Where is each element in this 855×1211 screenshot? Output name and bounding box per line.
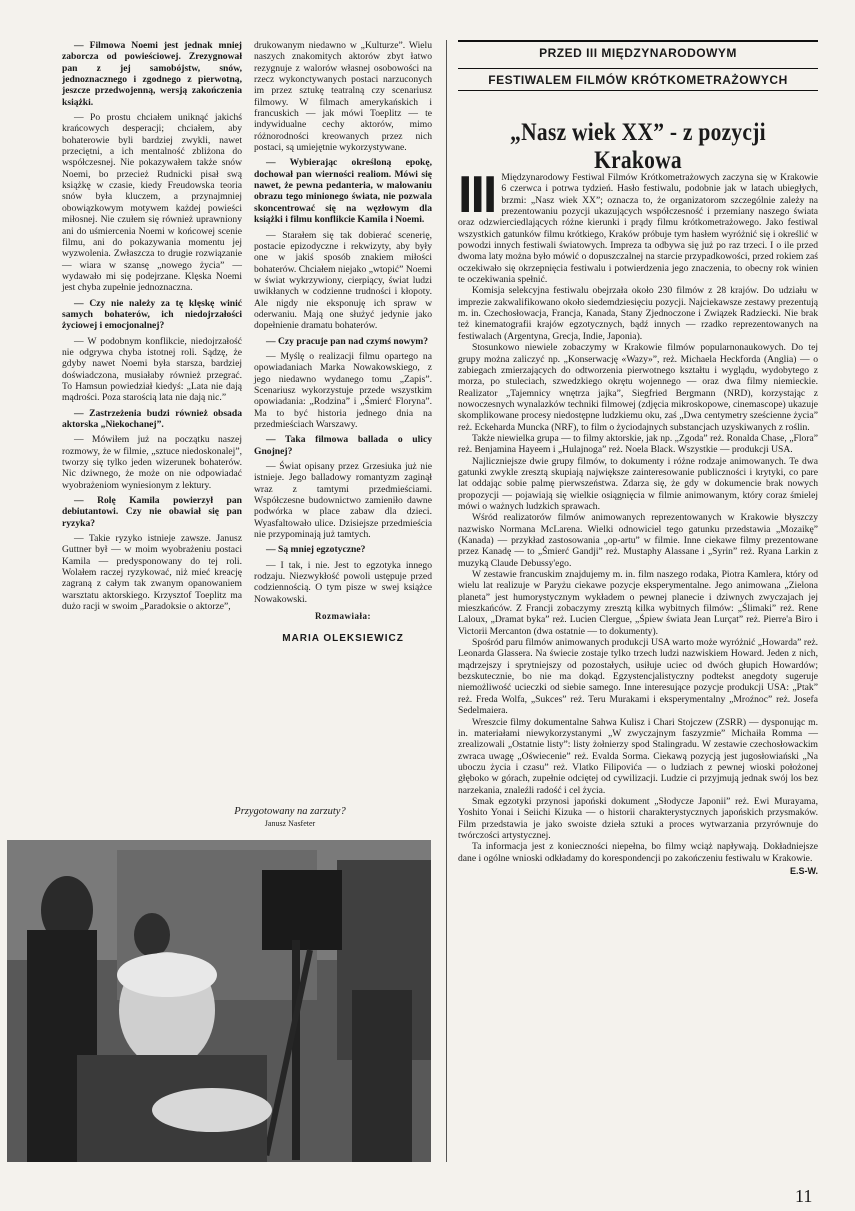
interviewer-label: Rozmawiała:: [315, 611, 371, 622]
interview-answer: — Takie ryzyko istnieje zawsze. Janusz Guttner był — w moim wyobrażeniu postaci Kamila — predysponowany do tej roli. Wolałem raczej ryzykować, niż mieć kreację zagraną z całym tak zwanym opanowaniem warsztatu aktorskiego. Krzysztof Toeplitz ma dużo racji w swoim „Paradoksie o aktorze”,: [62, 533, 242, 613]
interview-question: — Rolę Kamila powierzył pan debiutantowi. Czy nie obawiał się pan ryzyka?: [62, 495, 242, 529]
photo-illustration: [7, 840, 431, 1162]
interview-question: — Zastrzeżenia budzi również obsada aktorska „Niekochanej”.: [62, 407, 242, 430]
article-headline: „Nasz wiek XX” - z pozycji Krakowa: [510, 119, 766, 174]
article-kicker-1: PRZED III MIĘDZYNARODOWYM: [458, 40, 818, 64]
article-paragraph: Smak egzotyki przynosi japoński dokument „Słodycze Japonii” reż. Ewi Murayama, Yoshito Yonai i Seiichi Kizuka — o historii charakterystycznych japońskich przysmaków. Film przedstawia je jako swoiste dzieła sztuki a proces wytwarzania przyrównuje do twórczości artystycznej.: [458, 795, 818, 841]
article-body: [458, 166, 818, 877]
interview-column-1: [62, 40, 242, 617]
article-paragraph: Stosunkowo niewiele zobaczymy w Krakowie filmów popularnonaukowych. Do tej grupy można zaliczyć np. „Konserwację «Wazy»”, reż. Michaela Heckforda (Anglia) — o zabiegach zmierzających do odtworzenia pierwotnego kształtu i wyglądu, wydobytego z morza, po stuleciach, szwedzkiego okrętu wojennego — oraz dwa filmy niemieckie. Realizator „Tajemnicy wnętrza jajka”, Siegfried Bergmann (NRD), korzystając z nowoczesnych wynalazków techniki filmowej (zdjęcia mikroskopowe, cinemascope) ukazuje skomplikowane procesy niedostępne ludzkiemu oku, zaś „Dwa centymetry sześcienne życia” reż. Eckeharda Muncka (NRF), to film o życiodajnych substancjach uzyskiwanych z roślin.: [458, 342, 818, 433]
article-paragraph: Komisja selekcyjna festiwalu obejrzała około 230 filmów z 28 krajów. Do udziału w imprezie zakwalifikowano około siedemdziesięciu pozycji. Najciekawsze zestawy prezentują m. in. Czechosłowacja, Francja, Kanada, Stany Zjednoczone i Związek Radziecki. Nie brak też kinematografii krajów egzotycznych, bądź innych — rzadko reprezentowanych na festiwalach (Argentyna, Grecja, Indie, Japonia).: [458, 285, 818, 342]
article-kicker-2: FESTIWALEM FILMÓW KRÓTKOMETRAŻOWYCH: [458, 68, 818, 91]
interview-answer: — Starałem się tak dobierać scenerię, postacie epizodyczne i rekwizyty, aby były one w jakiś sposób znakiem miłości bohaterów. Chciałem niejako „wtopić” Noemi w świat wykrzywiony, cierpiący, świat ludzi uwikłanych w codzienne trudności i kłopoty. Ale nigdy nie eksponuję ich spraw w oderwaniu. Mają one służyć jedynie jako dopełnienie dramatu bohaterów.: [254, 229, 432, 332]
interview-answer: — Mówiłem już na początku naszej rozmowy, że w filmie, „sztuce niedoskonalej”, tworzy się tylko jeden wizerunek bohaterów. Nic dziwnego, że może on nie odpowiadać wyobrażeniom wyniesionym z lektury.: [62, 434, 242, 491]
interview-answer: — I tak, i nie. Jest to egzotyka innego rodzaju. Niezwykłość powoli ustępuje przed codziennością. O tym pisze w swej książce Nowakowski.: [254, 559, 432, 605]
drop-cap: III: [458, 166, 496, 224]
director-photo: [7, 840, 431, 1162]
interview-question: — Są mniej egzotyczne?: [266, 544, 366, 556]
interview-answer: drukowanym niedawno w „Kulturze”. Wielu naszych znakomitych aktorów zbyt łatwo rezygnuje z walorów własnej osobowości na rzecz wykonctywanych postaci narzuconych im przez sztukę teatralną czy scenariusz filmowy. W filmach amerykańskich i francuskich — jak mówi Toeplitz — te indywidualne cechy aktorów, mimo różnorodności kreowanych przez nich postaci, są umiejętnie wykorzystywane.: [254, 40, 432, 154]
interview-question: — Czy pracuje pan nad czymś nowym?: [266, 335, 429, 347]
photo-caption-text: Przygotowany na zarzuty?: [234, 806, 346, 817]
interview-answer: — Po prostu chciałem uniknąć jakichś krańcowych desperacji; chciałem, aby bohaterowie byli bardziej zwykli, nawet przeciętni, a ich mentalność zbliżona do współczesnej. Nie pokazywałem także snów Noemi, bo przecież Rudnicki pisał swą książkę w czasie, kiedy Freudowska teoria snów była kluczem, a przynajmniej obowiązkowym motywem każdej powieści miłosnej. Nie czułem się również uprawniony ani do uśmiercenia Noemi w końcowej scenie filmu, ani do pokazywania momentu jej wyzwolenia. Zwłaszcza to drugie rozwiązanie — wiara w szansę „nowego życia” — wydawało mi się podejrzane. Klęska Noemi jest chyba zupełnie jednoznaczna.: [62, 112, 242, 294]
column-divider: [446, 40, 447, 1162]
interview-answer: — Świat opisany przez Grzesiuka już nie istnieje. Jego balladowy romantyzm zaginął wraz z tamtymi przedmieściami. Współczesne budownictwo zamieniło dawne podwórka w place zabaw dla dzieci. Wyasfaltowało ulice. Dzisiejsze przedmieścia nie przypominają już tamtych.: [254, 461, 432, 541]
photo-caption: [160, 806, 420, 828]
article-paragraph: W zestawie francuskim znajdujemy m. in. film naszego rodaka, Piotra Kamlera, który od wielu lat realizuje w Paryżu ciekawe pozycje eksperymentalne. Jego animowana „Zielona planeta” jest humorystycznym wykładem o pewnej planecie i dziwnych zwyczajach jej mieszkańców. Z Francji zobaczymy zresztą kilka wybitnych filmów: „Ślimaki” reż. Rene Laloux, „Dramat byka” reż. Lucien Clergue, „Śpiew świata Jean Lurçat” reż. Pierre'a Biro i Victorii Mercanton (dwa ostatnie — to dokumenty).: [458, 569, 818, 637]
interview-question: — Czy nie należy za tę klęskę winić samych bohaterów, ich niedojrzałości życiowej i emocjonalnej?: [62, 297, 242, 332]
festival-article: [458, 40, 818, 876]
interview-question: — Filmowa Noemi jest jednak mniej zaborcza od powieściowej. Zrezygnował pan z jej samobójstw, snów, jednoznacznego i zgodnego z pierwotną, jeszcze przedwojenną, wersją zakończenia książki.: [62, 40, 242, 108]
article-paragraph: Ta informacja jest z konieczności niepełna, bo filmy wciąż napływają. Dokładniejsze dane i ogólne wnioski odkładamy do korespondencji po zakończeniu festiwalu w Krakowie.: [458, 841, 818, 864]
article-signature: E.S-W.: [789, 865, 818, 876]
interview-column-2: [254, 40, 432, 648]
article-paragraph: Także niewielka grupa — to filmy aktorskie, jak np. „Zgoda” reż. Ronalda Chase, „Flora” reż. Benjamina Hayeem i „Hulajnoga” reż. Noela Black. Wszystkie — produkcji USA.: [458, 432, 818, 456]
page-number: 11: [795, 1186, 813, 1206]
interviewer-name: MARIA OLEKSIEWICZ: [282, 632, 404, 644]
article-paragraph: Wreszcie filmy dokumentalne Sahwa Kulisz i Chari Stojczew (ZSRR) — dysponując m. in. materiałami niewykorzystanymi „W zwyczajnym faszyzmie” Michaiła Romma — zrealizowali „Ostatnie listy”: listy żołnierzy spod Stalingradu. W zestawie czechosłowackim zwraca uwagę „Oświecenie” reż. Evalda Sorma. Ciekawą pozycją jest jugosłowiański „Na uboczu życia i czasu” reż. Vlatko Filipovića — o ludziach z pewnej wioski położonej głęboko w górach, zupełnie odciętej od cywilizacji. Ludzie ci przyjmują jednak swój los bez narzekania, znaleźli radość i cel życia.: [458, 716, 818, 796]
interview-answer: — Myślę o realizacji filmu opartego na opowiadaniach Marka Nowakowskiego, z jego niedawno wydanego tomu „Zapis”. Scenariusz wykorzystuje przede wszystkim opowiadania: „Rodzina” i „Śmierć Floryna”. Ma to być historia jednego dnia na przedmieściach Warszawy.: [254, 350, 432, 430]
article-paragraph: Najliczniejsze dwie grupy filmów, to dokumenty i różne rodzaje animowanych. Te dwa gatunki zwykle zresztą skupiają największe zainteresowanie publiczności i krytyki, co pare lat oddając sobie palmę pierwszeństwa. Zdarza się, że gdy w dokumencie brak nowych propozycji — pojawiają się wielkie osiągnięcia w filmie animowanym, który coraz śmielej mówi o ważnych ludzkich sprawach.: [458, 455, 818, 512]
interview-answer: — W podobnym konflikcie, niedojrzałość nie odgrywa chyba istotnej roli. Sądzę, że gdyby nawet Noemi była starsza, bardziej doświadczona, musiałaby również przegrać. To Hamsun powiedział kiedyś: „Lata nie dają mądrości. Poza starością lata nie dają nic.”: [62, 335, 242, 404]
photo-credit: Janusz Nasfeter: [264, 819, 316, 828]
article-paragraph-text: Międzynarodowy Festiwal Filmów Krótkometrażowych zaczyna się w Krakowie 6 czerwca i potrwa tydzień. Hasło festiwalu, podobnie jak w latach ubiegłych, brzmi: „Nasz wiek XX”; oznacza to, że organizatorom szczególnie zależy na prezentowaniu pozycji ukazujących współczesność i przemiany naszego świata oraz odzwierciedlających różne kierunki i prądy filmu krótkometrażowego. Jako festiwal wszystkich gatunków filmu krótkiego, Kraków próbuje tym hasłem wyróżnić się i określić w powodzi innych festiwali światowych. Impreza ta odbywa się już po raz trzeci. I o ile przed dwoma laty można było mówić o dopuszczalnej na starcie przypadkowości, przed rokiem zaś oczekiwało się okrzepnięcia festiwalu i potwierdzenia jego znaczenia, to obecny rok winien te oczekiwania spełnić.: [458, 172, 818, 286]
article-paragraph: [458, 166, 818, 286]
interview-question: — Wybierając określoną epokę, dochował pan wierności realiom. Mówi się nawet, że pewna pedanteria, w malowaniu obrazu tego minionego świata, nie pozwala skoncentrować się na węzłowym dla książki i filmu konflikcie Kamila i Noemi.: [254, 157, 432, 226]
article-paragraph: Wśród realizatorów filmów animowanych reprezentowanych w Krakowie błyszczy nazwisko Normana McLarena. Wielki odnowiciel tego gatunku przedstawia „Mozaikę” (Kanada) — przykład zastosowania „op-artu” w filmie. Inne ciekawe filmy prezentowane przez Kanadę — to „Śmierć Gandji” reż. Mustaphy Alassane i „Syrin” reż. Ryana Larkin z muzyką Claude Debussy'ego.: [458, 512, 818, 569]
article-paragraph: Spośród paru filmów animowanych produkcji USA warto może wyróżnić „Howarda” reż. Leonarda Glassera. Na świecie zostaje tylko trzech ludzi nazwiskiem Howard. Jeden z nich, mądrzejszy i sprytniejszy od pozostałych, usiłuje uciec od dwóch głupich Howardów; bezskutecznie, bo nie ma dokąd. Egzystencjalistyczny podtekst anegdoty sugeruje niemożliwość ucieczki od siebie samego. Inne interesujące pozycje produkcji USA: „Ptak” reż. Freda Wolfa, „Sukces” reż. Teru Murakami i eksperymentalny „Mroźnoc” reż. Josefa Sedelmaiera.: [458, 637, 818, 717]
interview-question: — Taka filmowa ballada o ulicy Gnojnej?: [254, 434, 432, 457]
